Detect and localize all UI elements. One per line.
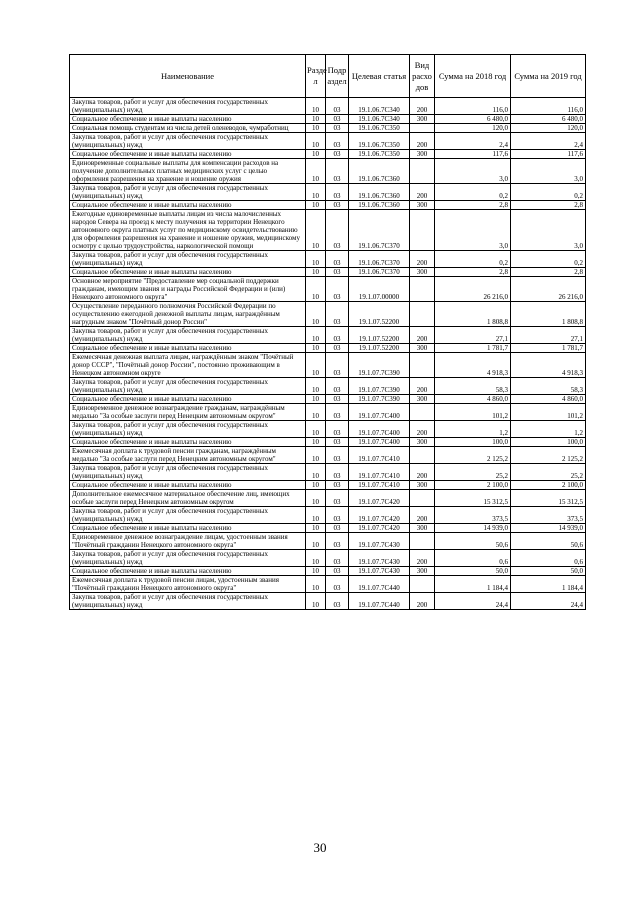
table-row bbox=[70, 378, 586, 395]
table-row bbox=[70, 124, 586, 133]
row-razdel: 10 bbox=[306, 404, 326, 421]
table-row bbox=[70, 115, 586, 124]
row-razdel: 10 bbox=[306, 567, 326, 576]
row-vid bbox=[410, 124, 435, 133]
table-row bbox=[70, 344, 586, 353]
row-name: Закупка товаров, работ и услуг для обеспечения государственных (муниципальных) нужд bbox=[70, 593, 306, 610]
row-name: Ежемесячная доплата к трудовой пенсии гражданам, награждённым медалью "За особые заслуги перед Ненецким автономным округом" bbox=[70, 447, 306, 464]
row-razdel: 10 bbox=[306, 550, 326, 567]
table-row bbox=[70, 593, 586, 610]
row-target: 19.1.07.7С410 bbox=[349, 481, 410, 490]
row-vid bbox=[410, 447, 435, 464]
row-target: 19.1.06.7С340 bbox=[349, 98, 410, 115]
row-target: 19.1.07.7С390 bbox=[349, 378, 410, 395]
row-sum-2019: 50,6 bbox=[511, 533, 586, 550]
row-name: Социальное обеспечение и иные выплаты населению bbox=[70, 438, 306, 447]
row-sum-2018: 2 100,0 bbox=[435, 481, 511, 490]
row-name: Социальное обеспечение и иные выплаты населению bbox=[70, 481, 306, 490]
row-target: 19.1.07.7С410 bbox=[349, 447, 410, 464]
row-razdel: 10 bbox=[306, 524, 326, 533]
row-podrazdel: 03 bbox=[326, 251, 349, 268]
row-podrazdel: 03 bbox=[326, 593, 349, 610]
row-target: 19.1.07.52200 bbox=[349, 344, 410, 353]
row-target: 19.1.07.7С420 bbox=[349, 490, 410, 507]
table-row bbox=[70, 353, 586, 378]
row-vid: 200 bbox=[410, 421, 435, 438]
row-razdel: 10 bbox=[306, 576, 326, 593]
row-name: Закупка товаров, работ и услуг для обеспечения государственных (муниципальных) нужд bbox=[70, 507, 306, 524]
row-sum-2019: 120,0 bbox=[511, 124, 586, 133]
table-row bbox=[70, 550, 586, 567]
row-sum-2018: 100,0 bbox=[435, 438, 511, 447]
row-sum-2019: 101,2 bbox=[511, 404, 586, 421]
row-sum-2018: 15 312,5 bbox=[435, 490, 511, 507]
row-podrazdel: 03 bbox=[326, 344, 349, 353]
table-row bbox=[70, 133, 586, 150]
row-vid: 300 bbox=[410, 524, 435, 533]
row-sum-2019: 1 781,7 bbox=[511, 344, 586, 353]
row-podrazdel: 03 bbox=[326, 421, 349, 438]
row-vid: 300 bbox=[410, 344, 435, 353]
row-sum-2019: 6 480,0 bbox=[511, 115, 586, 124]
row-target: 19.1.06.7С360 bbox=[349, 201, 410, 210]
row-podrazdel: 03 bbox=[326, 124, 349, 133]
row-name: Закупка товаров, работ и услуг для обеспечения государственных (муниципальных) нужд bbox=[70, 251, 306, 268]
row-target: 19.1.07.7С400 bbox=[349, 438, 410, 447]
row-name: Социальное обеспечение и иные выплаты населению bbox=[70, 268, 306, 277]
row-sum-2019: 1,2 bbox=[511, 421, 586, 438]
row-name: Социальное обеспечение и иные выплаты населению bbox=[70, 567, 306, 576]
table-row bbox=[70, 567, 586, 576]
row-razdel: 10 bbox=[306, 447, 326, 464]
row-vid bbox=[410, 302, 435, 327]
table-row bbox=[70, 201, 586, 210]
row-sum-2018: 50,6 bbox=[435, 533, 511, 550]
row-target: 19.1.07.7С420 bbox=[349, 524, 410, 533]
row-sum-2019: 25,2 bbox=[511, 464, 586, 481]
row-podrazdel: 03 bbox=[326, 378, 349, 395]
row-target: 19.1.07.7С390 bbox=[349, 353, 410, 378]
row-sum-2019: 26 216,0 bbox=[511, 277, 586, 302]
row-podrazdel: 03 bbox=[326, 481, 349, 490]
row-sum-2018: 4 860,0 bbox=[435, 395, 511, 404]
row-vid: 200 bbox=[410, 550, 435, 567]
row-sum-2018: 24,4 bbox=[435, 593, 511, 610]
row-vid: 200 bbox=[410, 184, 435, 201]
row-sum-2019: 3,0 bbox=[511, 210, 586, 251]
row-razdel: 10 bbox=[306, 277, 326, 302]
row-razdel: 10 bbox=[306, 507, 326, 524]
row-name: Закупка товаров, работ и услуг для обеспечения государственных (муниципальных) нужд bbox=[70, 464, 306, 481]
row-sum-2019: 27,1 bbox=[511, 327, 586, 344]
table-body bbox=[70, 98, 586, 610]
row-podrazdel: 03 bbox=[326, 210, 349, 251]
row-sum-2019: 2,4 bbox=[511, 133, 586, 150]
row-name: Закупка товаров, работ и услуг для обеспечения государственных (муниципальных) нужд bbox=[70, 184, 306, 201]
row-sum-2019: 2,8 bbox=[511, 268, 586, 277]
row-razdel: 10 bbox=[306, 395, 326, 404]
row-target: 19.1.06.7С350 bbox=[349, 150, 410, 159]
row-target: 19.1.06.7С370 bbox=[349, 268, 410, 277]
row-sum-2019: 2 125,2 bbox=[511, 447, 586, 464]
row-sum-2019: 58,3 bbox=[511, 378, 586, 395]
row-name: Социальное обеспечение и иные выплаты населению bbox=[70, 395, 306, 404]
row-sum-2019: 0,6 bbox=[511, 550, 586, 567]
row-sum-2018: 116,0 bbox=[435, 98, 511, 115]
row-razdel: 10 bbox=[306, 268, 326, 277]
row-target: 19.1.07.7С390 bbox=[349, 395, 410, 404]
row-sum-2019: 2 100,0 bbox=[511, 481, 586, 490]
budget-table bbox=[69, 54, 586, 610]
row-podrazdel: 03 bbox=[326, 277, 349, 302]
row-sum-2019: 2,8 bbox=[511, 201, 586, 210]
table-row bbox=[70, 524, 586, 533]
row-name: Социальное обеспечение и иные выплаты населению bbox=[70, 115, 306, 124]
row-podrazdel: 03 bbox=[326, 507, 349, 524]
row-sum-2018: 101,2 bbox=[435, 404, 511, 421]
row-vid bbox=[410, 490, 435, 507]
row-sum-2018: 0,2 bbox=[435, 184, 511, 201]
table-row bbox=[70, 268, 586, 277]
row-name: Закупка товаров, работ и услуг для обеспечения государственных (муниципальных) нужд bbox=[70, 421, 306, 438]
row-sum-2019: 0,2 bbox=[511, 184, 586, 201]
row-sum-2018: 373,5 bbox=[435, 507, 511, 524]
row-name: Единовременные социальные выплаты для компенсации расходов на получение дополнительных платных медицинских услуг с целью оформления разрешения на хранение и ношение оружия bbox=[70, 159, 306, 184]
row-razdel: 10 bbox=[306, 490, 326, 507]
row-sum-2018: 1 781,7 bbox=[435, 344, 511, 353]
row-sum-2019: 117,6 bbox=[511, 150, 586, 159]
row-name: Единовременное денежное вознаграждение лицам, удостоенным звания "Почётный гражданин Ненецкого автономного округа" bbox=[70, 533, 306, 550]
row-target: 19.1.07.7С400 bbox=[349, 421, 410, 438]
row-vid: 300 bbox=[410, 395, 435, 404]
row-name: Закупка товаров, работ и услуг для обеспечения государственных (муниципальных) нужд bbox=[70, 98, 306, 115]
row-target: 19.1.07.7С430 bbox=[349, 550, 410, 567]
row-vid: 200 bbox=[410, 327, 435, 344]
table-row bbox=[70, 184, 586, 201]
row-target: 19.1.06.7С370 bbox=[349, 251, 410, 268]
row-vid: 200 bbox=[410, 133, 435, 150]
row-sum-2019: 15 312,5 bbox=[511, 490, 586, 507]
table-row bbox=[70, 159, 586, 184]
header-sum-2018: Сумма на 2018 год bbox=[435, 55, 511, 98]
row-razdel: 10 bbox=[306, 481, 326, 490]
row-podrazdel: 03 bbox=[326, 395, 349, 404]
header-target: Целевая статья bbox=[349, 55, 410, 98]
row-sum-2018: 58,3 bbox=[435, 378, 511, 395]
row-target: 19.1.06.7С360 bbox=[349, 159, 410, 184]
row-target: 19.1.07.7С410 bbox=[349, 464, 410, 481]
row-sum-2018: 117,6 bbox=[435, 150, 511, 159]
row-target: 19.1.07.52200 bbox=[349, 302, 410, 327]
row-podrazdel: 03 bbox=[326, 404, 349, 421]
row-sum-2018: 0,6 bbox=[435, 550, 511, 567]
row-target: 19.1.07.7С430 bbox=[349, 533, 410, 550]
row-sum-2019: 4 918,3 bbox=[511, 353, 586, 378]
row-podrazdel: 03 bbox=[326, 115, 349, 124]
row-name: Закупка товаров, работ и услуг для обеспечения государственных (муниципальных) нужд bbox=[70, 133, 306, 150]
table-row bbox=[70, 395, 586, 404]
row-razdel: 10 bbox=[306, 98, 326, 115]
row-razdel: 10 bbox=[306, 115, 326, 124]
row-vid: 300 bbox=[410, 115, 435, 124]
row-razdel: 10 bbox=[306, 159, 326, 184]
row-vid: 300 bbox=[410, 150, 435, 159]
row-sum-2018: 27,1 bbox=[435, 327, 511, 344]
row-vid bbox=[410, 533, 435, 550]
row-razdel: 10 bbox=[306, 251, 326, 268]
row-name: Осуществление переданного полномочия Российской Федерации по осуществлению ежегодной денежной выплаты лицам, награждённым нагрудным знаком "Почётный донор России" bbox=[70, 302, 306, 327]
row-vid bbox=[410, 353, 435, 378]
row-sum-2018: 2,8 bbox=[435, 268, 511, 277]
row-razdel: 10 bbox=[306, 201, 326, 210]
row-name: Социальное обеспечение и иные выплаты населению bbox=[70, 344, 306, 353]
row-sum-2018: 25,2 bbox=[435, 464, 511, 481]
header-name: Наименование bbox=[70, 55, 306, 98]
table-row bbox=[70, 302, 586, 327]
row-name: Ежегодные единовременные выплаты лицам из числа малочисленных народов Севера на проезд к месту получения на территории Ненецкого автономного округа платных услуг по медицинскому освидетельствованию для оформления разрешения на хранение и ношение оружия, медицинскому осмотру с целью трудоустройства, наркологической помощи bbox=[70, 210, 306, 251]
row-razdel: 10 bbox=[306, 353, 326, 378]
row-vid: 200 bbox=[410, 593, 435, 610]
row-razdel: 10 bbox=[306, 438, 326, 447]
row-sum-2018: 2 125,2 bbox=[435, 447, 511, 464]
row-razdel: 10 bbox=[306, 464, 326, 481]
row-podrazdel: 03 bbox=[326, 98, 349, 115]
row-podrazdel: 03 bbox=[326, 184, 349, 201]
table-row bbox=[70, 576, 586, 593]
row-sum-2019: 116,0 bbox=[511, 98, 586, 115]
row-target: 19.1.07.7С440 bbox=[349, 593, 410, 610]
row-sum-2018: 14 939,0 bbox=[435, 524, 511, 533]
row-name: Дополнительное ежемесячное материальное обеспечение лиц, имеющих особые заслуги перед Ненецким автономным округом bbox=[70, 490, 306, 507]
row-podrazdel: 03 bbox=[326, 150, 349, 159]
row-sum-2019: 50,0 bbox=[511, 567, 586, 576]
row-podrazdel: 03 bbox=[326, 201, 349, 210]
row-razdel: 10 bbox=[306, 302, 326, 327]
table-row bbox=[70, 421, 586, 438]
row-razdel: 10 bbox=[306, 184, 326, 201]
row-vid: 300 bbox=[410, 201, 435, 210]
row-name: Социальное обеспечение и иные выплаты населению bbox=[70, 524, 306, 533]
table-row bbox=[70, 327, 586, 344]
row-name: Ежемесячная денежная выплата лицам, награждённым знаком "Почётный донор СССР", "Почётный донор России", постоянно проживающим в Ненецком автономном округе bbox=[70, 353, 306, 378]
row-podrazdel: 03 bbox=[326, 576, 349, 593]
row-sum-2018: 0,2 bbox=[435, 251, 511, 268]
table-row bbox=[70, 98, 586, 115]
row-podrazdel: 03 bbox=[326, 550, 349, 567]
row-podrazdel: 03 bbox=[326, 327, 349, 344]
row-sum-2019: 100,0 bbox=[511, 438, 586, 447]
header-vid: Вид расхо дов bbox=[410, 55, 435, 98]
row-target: 19.1.07.7С440 bbox=[349, 576, 410, 593]
row-sum-2019: 3,0 bbox=[511, 159, 586, 184]
row-razdel: 10 bbox=[306, 133, 326, 150]
row-name: Основное мероприятие "Предоставление мер социальной поддержки гражданам, имеющим звания и награды Российской Федерации и (или) Ненецкого автономного округа" bbox=[70, 277, 306, 302]
row-podrazdel: 03 bbox=[326, 447, 349, 464]
row-vid: 200 bbox=[410, 98, 435, 115]
table-header-row bbox=[70, 55, 586, 98]
row-target: 19.1.06.7С370 bbox=[349, 210, 410, 251]
row-sum-2019: 24,4 bbox=[511, 593, 586, 610]
row-sum-2018: 2,4 bbox=[435, 133, 511, 150]
header-sum-2019: Сумма на 2019 год bbox=[511, 55, 586, 98]
row-sum-2019: 14 939,0 bbox=[511, 524, 586, 533]
row-vid bbox=[410, 210, 435, 251]
row-name: Социальное обеспечение и иные выплаты населению bbox=[70, 150, 306, 159]
row-podrazdel: 03 bbox=[326, 533, 349, 550]
row-vid: 200 bbox=[410, 251, 435, 268]
row-razdel: 10 bbox=[306, 344, 326, 353]
row-sum-2018: 3,0 bbox=[435, 159, 511, 184]
table-row bbox=[70, 464, 586, 481]
table-row bbox=[70, 490, 586, 507]
row-podrazdel: 03 bbox=[326, 133, 349, 150]
row-podrazdel: 03 bbox=[326, 490, 349, 507]
row-sum-2018: 3,0 bbox=[435, 210, 511, 251]
row-razdel: 10 bbox=[306, 124, 326, 133]
row-sum-2018: 4 918,3 bbox=[435, 353, 511, 378]
row-sum-2018: 1 808,8 bbox=[435, 302, 511, 327]
row-podrazdel: 03 bbox=[326, 302, 349, 327]
row-vid bbox=[410, 404, 435, 421]
row-sum-2018: 50,0 bbox=[435, 567, 511, 576]
row-sum-2018: 120,0 bbox=[435, 124, 511, 133]
row-vid: 200 bbox=[410, 507, 435, 524]
table-row bbox=[70, 210, 586, 251]
row-sum-2018: 2,8 bbox=[435, 201, 511, 210]
row-name: Закупка товаров, работ и услуг для обеспечения государственных (муниципальных) нужд bbox=[70, 550, 306, 567]
row-sum-2019: 1 184,4 bbox=[511, 576, 586, 593]
row-podrazdel: 03 bbox=[326, 438, 349, 447]
table-row bbox=[70, 251, 586, 268]
row-vid: 200 bbox=[410, 464, 435, 481]
row-target: 19.1.06.7С360 bbox=[349, 184, 410, 201]
row-target: 19.1.07.7С430 bbox=[349, 567, 410, 576]
row-razdel: 10 bbox=[306, 533, 326, 550]
table-row bbox=[70, 404, 586, 421]
row-razdel: 10 bbox=[306, 210, 326, 251]
row-podrazdel: 03 bbox=[326, 524, 349, 533]
row-razdel: 10 bbox=[306, 378, 326, 395]
row-podrazdel: 03 bbox=[326, 159, 349, 184]
row-razdel: 10 bbox=[306, 327, 326, 344]
table-row bbox=[70, 438, 586, 447]
row-sum-2018: 6 480,0 bbox=[435, 115, 511, 124]
row-name: Закупка товаров, работ и услуг для обеспечения государственных (муниципальных) нужд bbox=[70, 327, 306, 344]
row-razdel: 10 bbox=[306, 593, 326, 610]
row-razdel: 10 bbox=[306, 150, 326, 159]
row-target: 19.1.06.7С350 bbox=[349, 133, 410, 150]
row-name: Закупка товаров, работ и услуг для обеспечения государственных (муниципальных) нужд bbox=[70, 378, 306, 395]
row-sum-2018: 26 216,0 bbox=[435, 277, 511, 302]
row-target: 19.1.06.7С340 bbox=[349, 115, 410, 124]
row-target: 19.1.07.7С420 bbox=[349, 507, 410, 524]
table-row bbox=[70, 447, 586, 464]
row-vid: 300 bbox=[410, 438, 435, 447]
row-podrazdel: 03 bbox=[326, 567, 349, 576]
row-vid: 300 bbox=[410, 481, 435, 490]
row-name: Ежемесячная доплата к трудовой пенсии лицам, удостоенным звания "Почётный гражданин Ненецкого автономного округа" bbox=[70, 576, 306, 593]
row-target: 19.1.07.7С400 bbox=[349, 404, 410, 421]
row-target: 19.1.06.7С350 bbox=[349, 124, 410, 133]
row-sum-2018: 1,2 bbox=[435, 421, 511, 438]
table-row bbox=[70, 507, 586, 524]
header-razdel: Разде л bbox=[306, 55, 326, 98]
row-vid bbox=[410, 277, 435, 302]
row-target: 19.1.07.52200 bbox=[349, 327, 410, 344]
row-sum-2019: 373,5 bbox=[511, 507, 586, 524]
table-row bbox=[70, 277, 586, 302]
header-podrazdel: Подр аздел bbox=[326, 55, 349, 98]
table-row bbox=[70, 150, 586, 159]
row-vid: 300 bbox=[410, 268, 435, 277]
row-sum-2018: 1 184,4 bbox=[435, 576, 511, 593]
row-razdel: 10 bbox=[306, 421, 326, 438]
row-podrazdel: 03 bbox=[326, 464, 349, 481]
row-vid: 300 bbox=[410, 567, 435, 576]
row-name: Социальное обеспечение и иные выплаты населению bbox=[70, 201, 306, 210]
row-vid bbox=[410, 576, 435, 593]
row-podrazdel: 03 bbox=[326, 353, 349, 378]
row-vid: 200 bbox=[410, 378, 435, 395]
row-target: 19.1.07.00000 bbox=[349, 277, 410, 302]
row-vid bbox=[410, 159, 435, 184]
row-sum-2019: 0,2 bbox=[511, 251, 586, 268]
row-podrazdel: 03 bbox=[326, 268, 349, 277]
table-row bbox=[70, 533, 586, 550]
table-row bbox=[70, 481, 586, 490]
page-number: 30 bbox=[313, 840, 327, 855]
row-sum-2019: 4 860,0 bbox=[511, 395, 586, 404]
row-sum-2019: 1 808,8 bbox=[511, 302, 586, 327]
row-name: Единовременное денежное вознаграждение гражданам, награждённым медалью "За особые заслуги перед Ненецким автономным округом" bbox=[70, 404, 306, 421]
row-name: Социальная помощь студентам из числа детей оленеводов, чумработниц bbox=[70, 124, 306, 133]
